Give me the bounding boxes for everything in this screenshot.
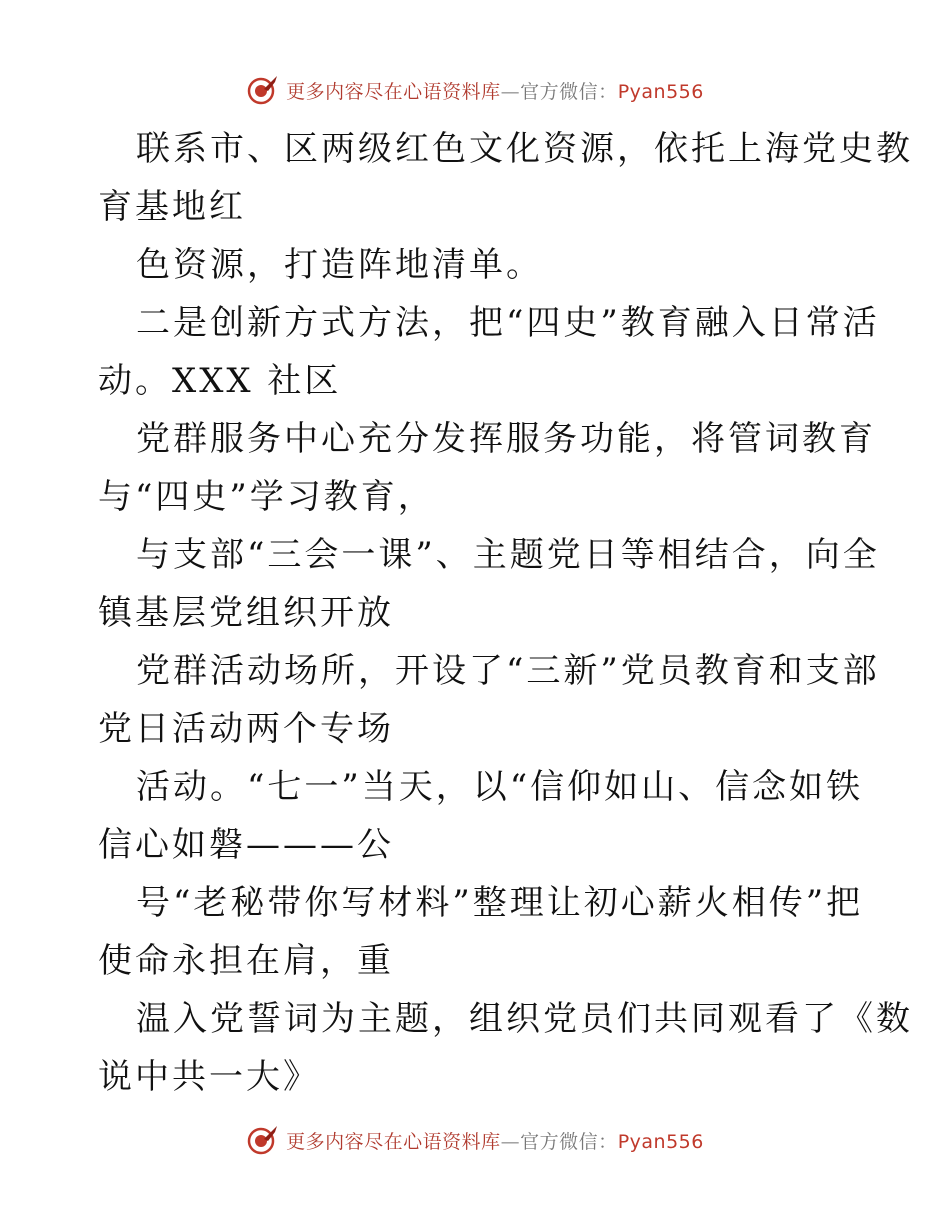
text-line: 色资源，打造阵地清单。 [136, 245, 543, 285]
header-watermark [0, 72, 950, 108]
quill-logo-icon [246, 73, 280, 107]
document-body [98, 120, 913, 1106]
watermark-text: 更多内容尽在心语资料库—官方微信：Pyan556 [286, 80, 704, 103]
text-line: 说中共一大》 [98, 1057, 320, 1097]
text-line: 与支部“三会一课”、主题党日等相结合，向全 [136, 535, 880, 575]
text-line: 二是创新方式方法，把“四史”教育融入日常活 [136, 303, 880, 343]
text-line: 党群服务中心充分发挥服务功能，将管词教育 [136, 419, 876, 459]
text-line: 动。XXX 社区 [98, 361, 342, 401]
text-line: 与“四史”学习教育， [98, 477, 435, 517]
text-line: 信心如磐———公 [98, 825, 394, 865]
watermark-text: 更多内容尽在心语资料库—官方微信：Pyan556 [286, 1130, 704, 1153]
text-line: 温入党誓词为主题，组织党员们共同观看了《数 [136, 999, 913, 1039]
text-line: 党日活动两个专场 [98, 709, 394, 749]
text-line: 活动。“七一”当天，以“信仰如山、信念如铁 [136, 767, 864, 807]
text-line: 联系市、区两级红色文化资源，依托上海党史教 [136, 129, 913, 169]
text-line: 党群活动场所，开设了“三新”党员教育和支部 [136, 651, 880, 691]
text-line: 镇基层党组织开放 [98, 593, 394, 633]
text-line: 号“老秘带你写材料”整理让初心薪火相传”把 [136, 883, 864, 923]
quill-logo-icon [246, 1123, 280, 1157]
text-line: 使命永担在肩，重 [98, 941, 394, 981]
text-line: 育基地红 [98, 187, 246, 227]
footer-watermark [0, 1122, 950, 1158]
